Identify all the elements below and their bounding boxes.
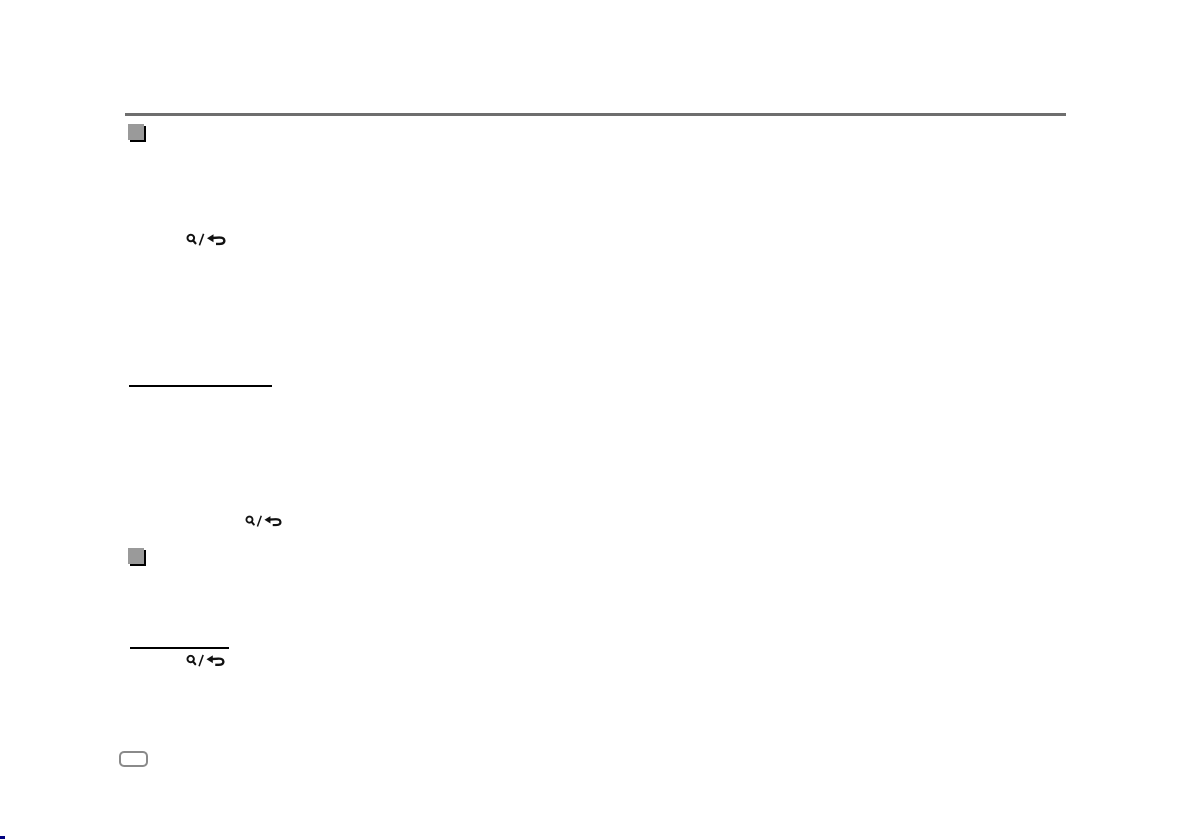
button-outline-icon: [119, 751, 148, 767]
heading-underline: [129, 385, 272, 387]
zoom-back-icon: [245, 515, 282, 527]
section-bullet-icon: [128, 124, 144, 140]
zoom-back-icon: [186, 654, 225, 667]
heading-underline: [130, 647, 229, 649]
section-bullet-icon: [128, 548, 144, 564]
header-rule: [125, 113, 1066, 116]
zoom-back-icon: [186, 233, 226, 246]
scan-artifact: [0, 836, 5, 839]
